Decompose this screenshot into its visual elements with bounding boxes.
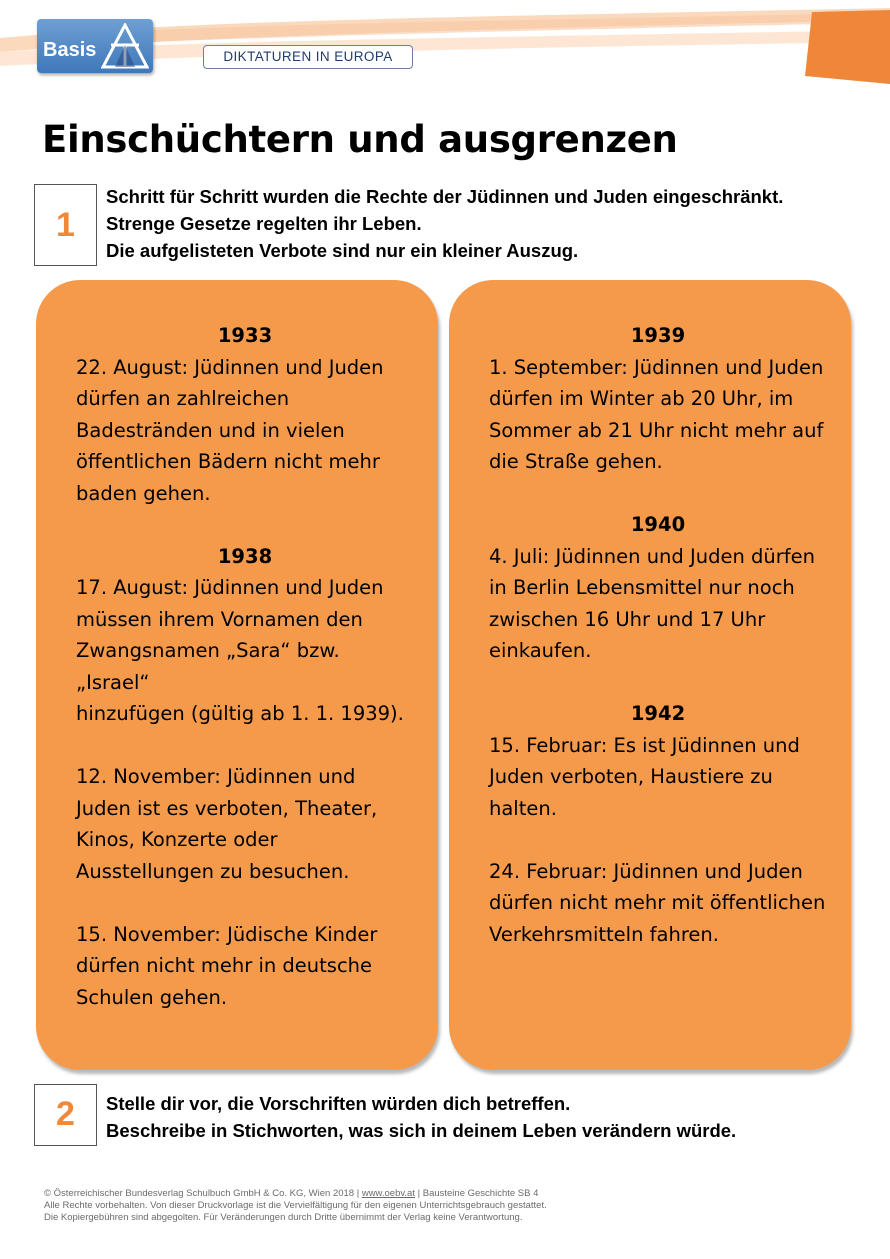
timeline-card-left (36, 280, 438, 1070)
logo-text: Basis (43, 39, 97, 61)
triangle-logo-icon (101, 23, 149, 69)
task-line: Beschreibe in Stichworten, was sich in deinem Leben verändern würde. (106, 1120, 737, 1141)
footer-line (44, 1188, 547, 1200)
year-heading: 1940 (630, 513, 686, 536)
year-heading: 1939 (630, 324, 686, 347)
task-number-box (34, 184, 97, 266)
copyright-footer (44, 1188, 547, 1224)
publisher-link[interactable]: www.oebv.at (361, 1188, 415, 1199)
ban-entry: 24. Februar: Jüdinnen und Juden dürfen nicht mehr mit öffentlichen Verkehrsmitteln fahren. (489, 859, 826, 946)
year-heading: 1933 (217, 324, 273, 347)
footer-copyright: © Österreichischer Bundesverlag Schulbuch GmbH & Co. KG, Wien 2018 | (44, 1188, 362, 1199)
ban-entry: 22. August: Jüdinnen und Juden dürfen an zahlreichen Badestränden und in vielen öffentlichen Bädern nicht mehr baden gehen. (76, 355, 384, 505)
ban-entry: 15. November: Jüdische Kinder dürfen nicht mehr in deutsche Schulen gehen. (76, 922, 378, 1009)
ban-entry: 4. Juli: Jüdinnen und Juden dürfen in Berlin Lebensmittel nur noch zwischen 16 Uhr und 17 Uhr einkaufen. (489, 544, 816, 662)
footer-line: Die Kopiergebühren sind abgegolten. Für Veränderungen durch Dritte übernimmt der Verlag keine Verantwortung. (44, 1212, 523, 1223)
year-heading: 1938 (217, 544, 273, 568)
ban-entry: 12. November: Jüdinnen und Juden ist es verboten, Theater, Kinos, Konzerte oder Ausstellungen zu besuchen. (76, 765, 378, 883)
ban-entry: 15. Februar: Es ist Jüdinnen und Juden verboten, Haustiere zu halten. (489, 733, 800, 820)
task-number: 1 (56, 206, 75, 244)
task-2-instructions (106, 1090, 736, 1144)
timeline-card-right (449, 280, 851, 1070)
year-heading: 1942 (630, 702, 686, 725)
publisher-logo (37, 19, 153, 73)
task-line: Strenge Gesetze regelten ihr Leben. (106, 213, 422, 234)
task-line: Schritt für Schritt wurden die Rechte der Jüdinnen und Juden eingeschränkt. (106, 186, 784, 207)
task-1-instructions (106, 183, 783, 264)
page-title: Einschüchtern und ausgrenzen (42, 118, 678, 161)
ban-entry: 1. September: Jüdinnen und Juden dürfen im Winter ab 20 Uhr, im Sommer ab 21 Uhr nicht mehr auf die Straße gehen. (489, 355, 824, 473)
task-line: Die aufgelisteten Verbote sind nur ein kleiner Auszug. (106, 240, 579, 261)
ban-entry: 17. August: Jüdinnen und Juden müssen ihrem Vornamen den Zwangsnamen „Sara“ bzw. „Israel“ hinzufügen (gültig ab 1. 1. 1939). (76, 576, 404, 725)
section-tag: DIKTATUREN IN EUROPA (203, 45, 413, 69)
task-number-box (34, 1084, 97, 1146)
footer-line: Alle Rechte vorbehalten. Von dieser Druckvorlage ist die Vervielfältigung für den eigenen Unterrichtsgebrauch gestattet. (44, 1200, 547, 1211)
task-line: Stelle dir vor, die Vorschriften würden dich betreffen. (106, 1093, 571, 1114)
task-number: 2 (56, 1095, 75, 1133)
footer-series: | Bausteine Geschichte SB 4 (414, 1188, 539, 1199)
